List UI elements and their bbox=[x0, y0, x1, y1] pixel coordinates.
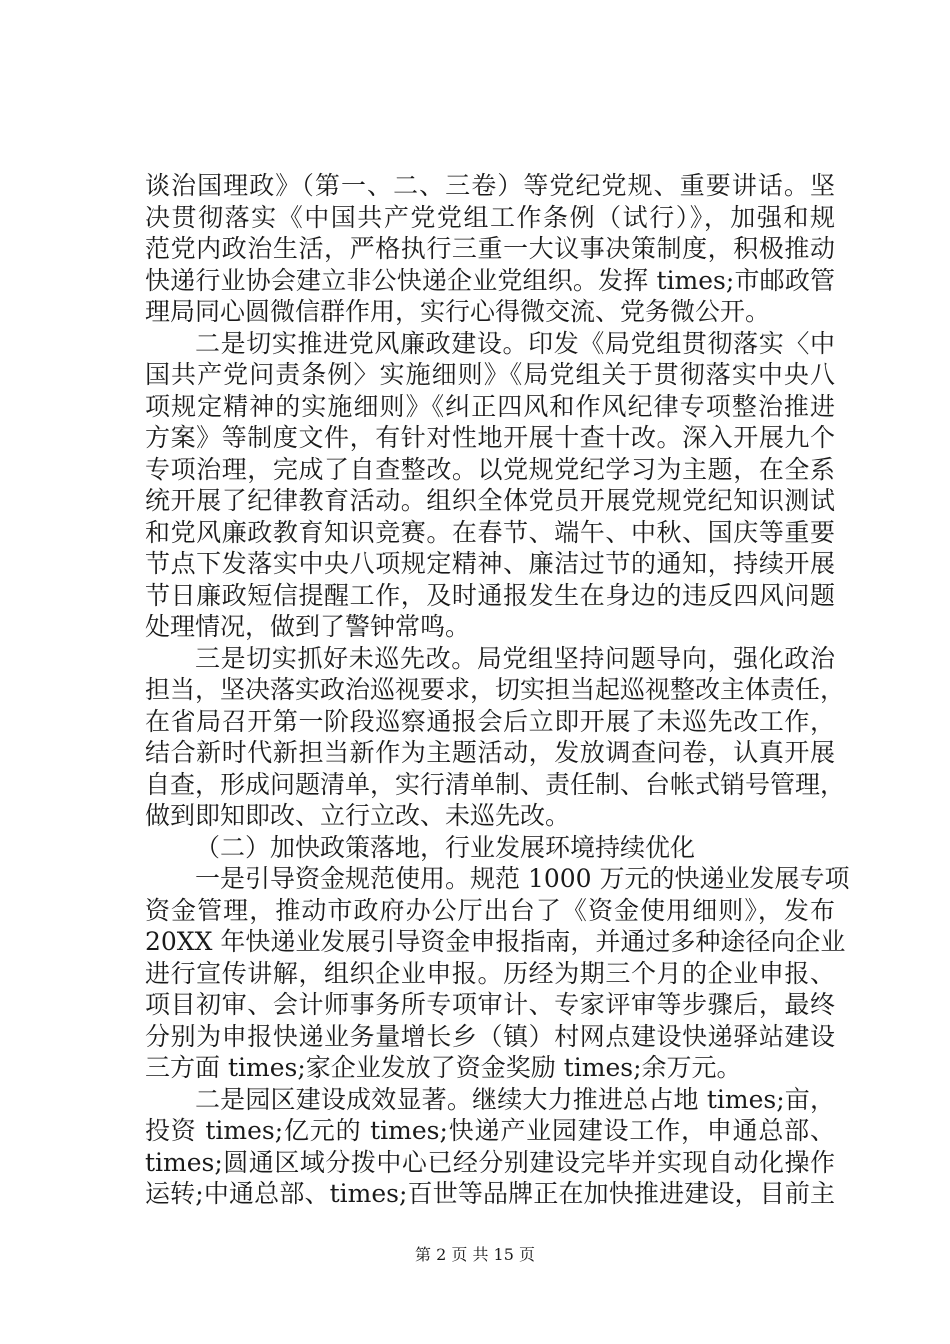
text-line: 二是切实推进党风廉政建设。印发《局党组贯彻落实〈中 bbox=[195, 328, 835, 358]
text-line: 三方面 times;家企业发放了资金奖励 times;余万元。 bbox=[145, 1053, 742, 1082]
text-line: 担当，坚决落实政治巡视要求，切实担当起巡视整改主体责任， bbox=[145, 675, 846, 704]
text-line: 投资 times;亿元的 times;快递产业园建设工作，申通总部、 bbox=[145, 1116, 835, 1145]
text-line: 国共产党问责条例〉实施细则》《局党组关于贯彻落实中央八 bbox=[145, 360, 835, 389]
document-body bbox=[145, 170, 850, 1210]
text-line: 资金管理，推动市政府办公厅出台了《资金使用细则》，发布 bbox=[145, 895, 835, 925]
text-line: 结合新时代新担当新作为主题活动，发放调查问卷，认真开展 bbox=[145, 738, 835, 767]
text-line: 自查，形成问题清单，实行清单制、责任制、台帐式销号管理， bbox=[145, 769, 846, 799]
text-line: 和党风廉政教育知识竞赛。在春节、端午、中秋、国庆等重要 bbox=[145, 517, 835, 547]
text-line: 决贯彻落实《中国共产党党组工作条例（试行）》，加强和规 bbox=[145, 202, 835, 232]
text-line: 运转;中通总部、times;百世等品牌正在加快推进建设，目前主 bbox=[145, 1179, 835, 1208]
text-line: 方案》等制度文件，有针对性地开展十查十改。深入开展九个 bbox=[145, 423, 835, 452]
text-line: 谈治国理政》（第一、二、三卷）等党纪党规、重要讲话。坚 bbox=[145, 171, 835, 200]
text-line: 20XX 年快递业发展引导资金申报指南，并通过多种途径向企业 bbox=[145, 927, 846, 956]
text-line: 理局同心圆微信群作用，实行心得微交流、党务微公开。 bbox=[145, 297, 771, 326]
text-line: 一是引导资金规范使用。规范 1000 万元的快递业发展专项 bbox=[195, 864, 850, 893]
text-line: 专项治理，完成了自查整改。以党规党纪学习为主题，在全系 bbox=[145, 454, 835, 484]
text-line: 在省局召开第一阶段巡察通报会后立即开展了未巡先改工作， bbox=[145, 706, 835, 736]
text-line: 三是切实抓好未巡先改。局党组坚持问题导向，强化政治 bbox=[195, 643, 835, 673]
page-footer: 第 2 页 共 15 页 bbox=[415, 1245, 535, 1264]
text-line: （二）加快政策落地，行业发展环境持续优化 bbox=[195, 832, 696, 862]
text-line: 范党内政治生活，严格执行三重一大议事决策制度，积极推动 bbox=[145, 234, 835, 263]
text-line: 分别为申报快递业务量增长乡（镇）村网点建设快递驿站建设 bbox=[145, 1021, 835, 1051]
text-line: 节日廉政短信提醒工作，及时通报发生在身边的违反四风问题 bbox=[145, 580, 835, 610]
text-line: 处理情况，做到了警钟常鸣。 bbox=[145, 612, 471, 641]
text-line: 进行宣传讲解，组织企业申报。历经为期三个月的企业申报、 bbox=[145, 958, 835, 988]
text-line: 快递行业协会建立非公快递企业党组织。发挥 times;市邮政管 bbox=[145, 265, 835, 295]
text-line: 二是园区建设成效显著。继续大力推进总占地 times;亩， bbox=[195, 1084, 835, 1114]
text-line: 项目初审、会计师事务所专项审计、专家评审等步骤后，最终 bbox=[145, 990, 835, 1019]
text-line: 节点下发落实中央八项规定精神、廉洁过节的通知，持续开展 bbox=[145, 549, 835, 578]
text-line: 项规定精神的实施细则》《纠正四风和作风纪律专项整治推进 bbox=[145, 391, 835, 421]
text-line: 统开展了纪律教育活动。组织全体党员开展党规党纪知识测试 bbox=[145, 486, 835, 515]
text-line: 做到即知即改、立行立改、未巡先改。 bbox=[145, 801, 571, 830]
text-line: times;圆通区域分拨中心已经分别建设完毕并实现自动化操作 bbox=[145, 1147, 835, 1177]
